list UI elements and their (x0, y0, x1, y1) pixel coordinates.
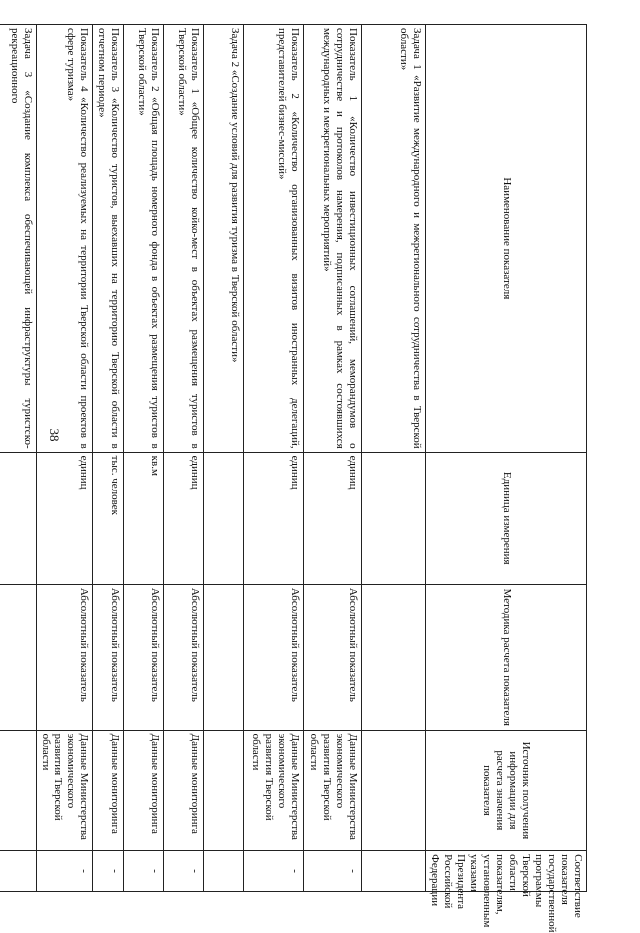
table-row (244, 25, 304, 892)
cell-method: Абсолютный показатель (124, 584, 164, 730)
cell-unit (0, 452, 36, 584)
cell-source (362, 730, 426, 851)
cell-method (0, 584, 36, 730)
table-row (304, 25, 362, 892)
cell-method: Абсолютный показатель (244, 584, 304, 730)
cell-source: Данные мониторинга (164, 730, 204, 851)
cell-method: Абсолютный показатель (93, 584, 124, 730)
cell-source: Данные Министерства экономического развития Тверской области (36, 730, 93, 851)
cell-unit: единиц (164, 452, 204, 584)
cell-source: Данные Министерства экономического развития Тверской области (304, 730, 362, 851)
header-method: Методика расчета показателя (426, 584, 587, 730)
cell-unit (204, 452, 244, 584)
table-row (362, 25, 426, 892)
cell-name: Показатель 2 «Количество организованных визитов иностранных делегаций, представителей бизнес-миссий» (244, 25, 304, 453)
indicators-table (0, 24, 587, 933)
table-row (204, 25, 244, 892)
header-name: Наименование показателя (426, 25, 587, 453)
cell-unit: единиц (304, 452, 362, 584)
cell-unit (362, 452, 426, 584)
cell-method (362, 584, 426, 730)
table-row (0, 25, 36, 892)
table-header-row (426, 25, 587, 892)
cell-name: Показатель 4 «Количество реализуемых на территории Тверской области проектов в сфере туризма» (36, 25, 93, 453)
header-source: Источник получения информации для расчета значения показателя (426, 730, 587, 851)
header-unit: Единица измерения (426, 452, 587, 584)
page-number: 38 (47, 428, 62, 442)
cell-unit: тыс. человек (93, 452, 124, 584)
cell-name: Показатель 1 «Общее количество койко-мест в объектах размещения туристов в Тверской области» (164, 25, 204, 453)
cell-correspondence: - (36, 851, 93, 892)
cell-name: Показатель 3 «Количество туристов, выехавших на территорию Тверской области в отчетном периоде» (93, 25, 124, 453)
header-correspondence: Соответствие показателя государственной программы Тверской области показателям, установленным указами Президента Российской Федерации (426, 851, 587, 892)
cell-name: Показатель 1 «Количество инвестиционных соглашений, меморандумов о сотрудничестве и протоколов намерения, подписанных в рамках состоявшихся международных и межрегиональных мероприятий» (304, 25, 362, 453)
cell-method (204, 584, 244, 730)
cell-method: Абсолютный показатель (36, 584, 93, 730)
cell-source: Данные мониторинга (124, 730, 164, 851)
cell-source: Данные мониторинга (93, 730, 124, 851)
cell-name: Задача 1 «Развитие международного и межрегионального сотрудничества в Тверской области» (362, 25, 426, 453)
cell-correspondence: - (124, 851, 164, 892)
cell-source (204, 730, 244, 851)
cell-correspondence: - (164, 851, 204, 892)
cell-unit: кв.м (124, 452, 164, 584)
table-row (36, 25, 93, 892)
cell-name: Показатель 2 «Общая площадь номерного фонда в объектах размещения туристов в Тверской области» (124, 25, 164, 453)
cell-correspondence (0, 851, 36, 892)
table-row (93, 25, 124, 892)
cell-name: Задача 3 «Создание комплекса обеспечивающей инфраструктуры туристско-рекреационного (0, 25, 36, 453)
cell-correspondence: - (93, 851, 124, 892)
cell-source (0, 730, 36, 851)
cell-method: Абсолютный показатель (164, 584, 204, 730)
cell-method: Абсолютный показатель (304, 584, 362, 730)
cell-correspondence (362, 851, 426, 892)
cell-unit: единиц (36, 452, 93, 584)
table-row (164, 25, 204, 892)
table-body (0, 25, 426, 892)
table-row (124, 25, 164, 892)
cell-unit: единиц (244, 452, 304, 584)
cell-correspondence: - (304, 851, 362, 892)
cell-source: Данные Министерства экономического развития Тверской области (244, 730, 304, 851)
cell-name: Задача 2 «Создание условий для развития туризма в Тверской области» (204, 25, 244, 453)
cell-correspondence (204, 851, 244, 892)
cell-correspondence: - (244, 851, 304, 892)
